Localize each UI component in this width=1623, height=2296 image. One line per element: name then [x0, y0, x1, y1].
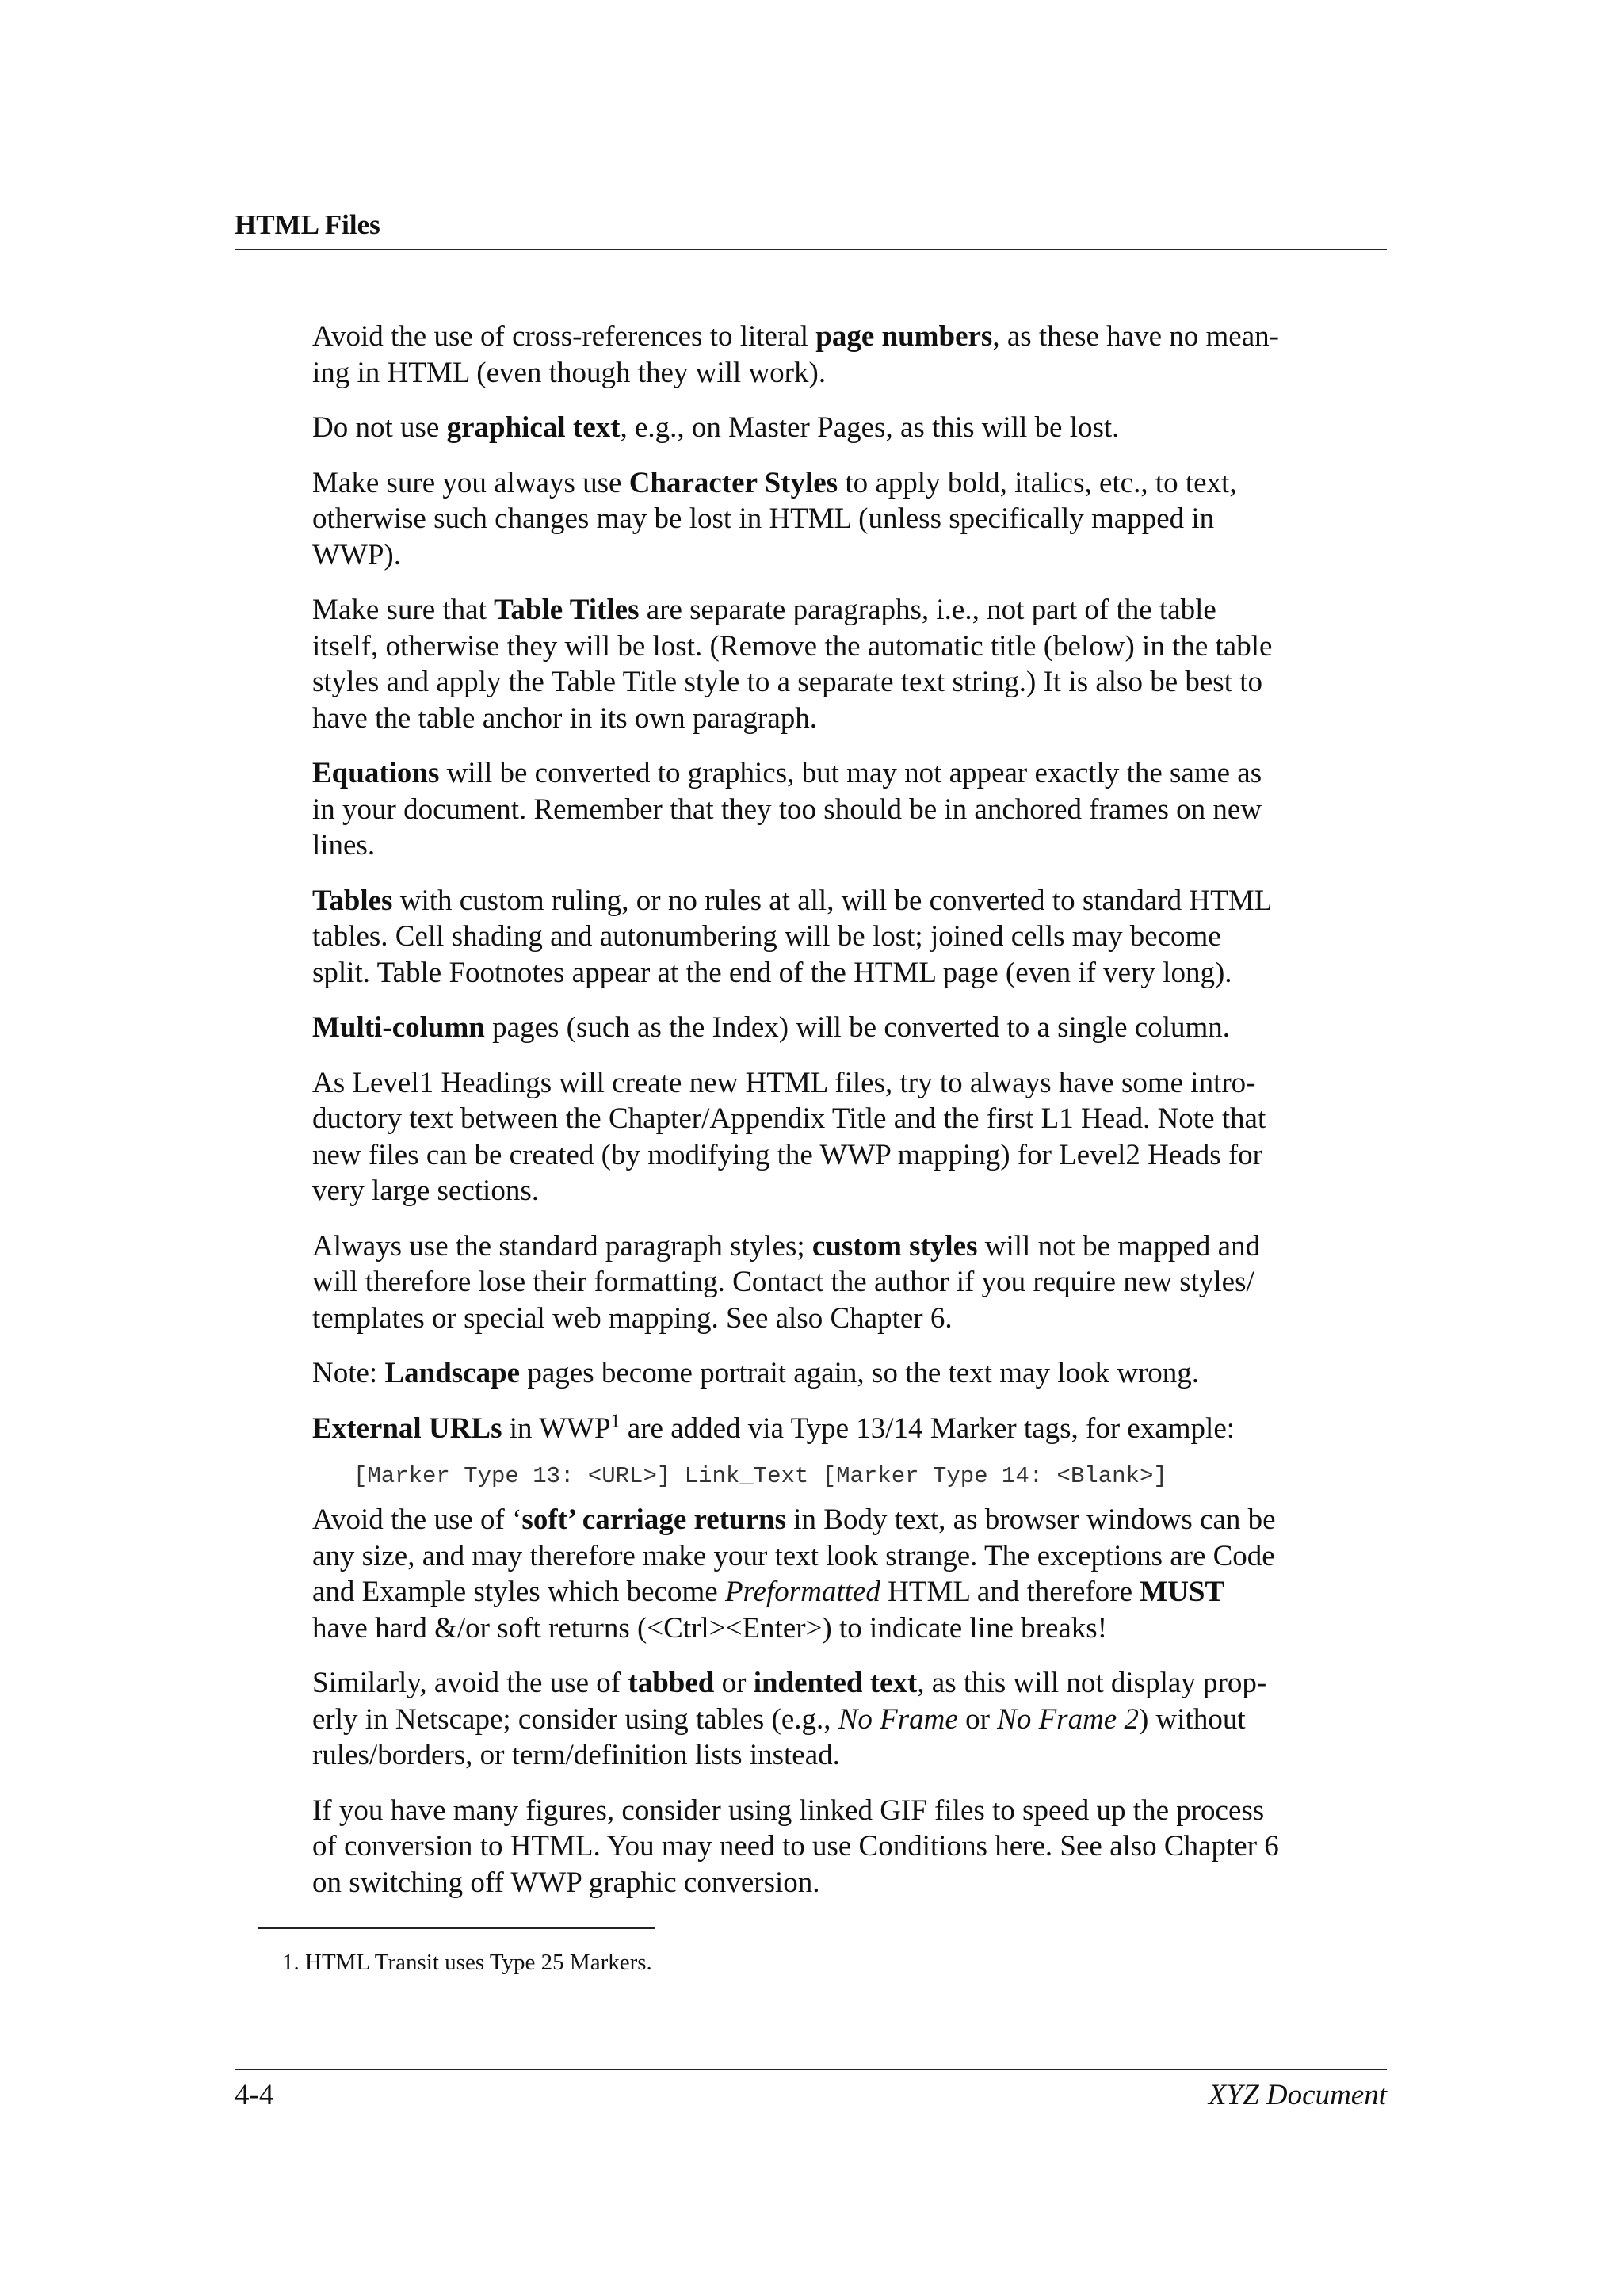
text-run: HTML and therefore	[880, 1576, 1140, 1608]
body-paragraph	[312, 319, 1327, 391]
bold-term: graphical text	[446, 411, 621, 444]
footnote-ref: 1	[610, 1411, 621, 1432]
document-title: XYZ Document	[1208, 2079, 1387, 2111]
bold-term: Tables	[312, 884, 393, 917]
code-example: [Marker Type 13: <URL>] Link_Text [Marker Type 14: <Blank>]	[353, 1463, 1167, 1489]
body-paragraph	[312, 410, 1327, 446]
body-paragraph	[312, 1065, 1327, 1209]
body-paragraph	[312, 1665, 1327, 1774]
text-run: , e.g., on Master Pages, as this will be lost.	[620, 411, 1120, 444]
footnote: 1. HTML Transit uses Type 25 Markers.	[282, 1950, 652, 1975]
body-paragraph	[312, 1793, 1327, 1901]
bold-term: custom styles	[812, 1229, 978, 1263]
text-run: Avoid the use of ‘	[312, 1503, 522, 1536]
body-paragraph	[312, 883, 1327, 991]
text-run: Make sure that	[312, 594, 495, 626]
page-number: 4-4	[235, 2079, 274, 2111]
text-run: in WWP	[502, 1412, 611, 1445]
text-run: pages become portrait again, so the text may look wrong.	[520, 1357, 1200, 1389]
text-run: ) without rules/borders, or term/definition lists instead.	[312, 1702, 1246, 1771]
bold-term: page numbers	[815, 320, 993, 353]
running-footer	[235, 2069, 1387, 2113]
body-paragraph	[312, 1502, 1327, 1646]
bold-term: MUST	[1140, 1576, 1225, 1608]
text-run: If you have many figures, consider using linked GIF files to speed up the process of conversion to HTML. You may need to use Conditions here. See also Chapter 6 on switching off WWP graphic conversion.	[312, 1794, 1279, 1899]
italic-term: No Frame	[838, 1702, 958, 1736]
body-paragraph	[312, 1411, 1327, 1447]
text-run: Make sure you always use	[312, 466, 629, 499]
text-run: , as this will not display prop- erly in Netscape; consider using tables (e.g.,	[312, 1667, 1267, 1736]
footnote-rule	[258, 1927, 655, 1929]
text-run: with custom ruling, or no rules at all, will be converted to standard HTML tables. Cell shading and autonumbering will be lost; joined cells may become split. Table Footnotes appear at the end of the HTML page (even if very long).	[312, 884, 1273, 989]
text-run: will be converted to graphics, but may not appear exactly the same as in your document. Remember that they too should be in anchored frames on new lines.	[312, 757, 1262, 861]
italic-term: No Frame 2	[997, 1702, 1139, 1736]
bold-term: indented text	[753, 1667, 918, 1699]
text-run: pages (such as the Index) will be converted to a single column.	[484, 1011, 1231, 1044]
running-header	[235, 208, 1387, 250]
text-run: Note:	[312, 1357, 385, 1389]
text-run: Similarly, avoid the use of	[312, 1667, 628, 1699]
text-run: will not be mapped and will therefore lose their formatting. Contact the author if you require new styles/ templates or special web mapping. See also Chapter 6.	[312, 1229, 1261, 1335]
text-run: Avoid the use of cross-references to literal	[312, 320, 816, 353]
text-run: in Body text, as browser windows can be any size, and may therefore make your text look strange. The exceptions are Code and Example styles which become	[312, 1503, 1276, 1608]
body-paragraph	[312, 1355, 1327, 1392]
text-run: or	[714, 1667, 754, 1699]
body-paragraph	[312, 1228, 1327, 1337]
text-run: Do not use	[312, 411, 447, 444]
body-paragraph	[312, 465, 1327, 574]
text-run: As Level1 Headings will create new HTML files, try to always have some intro- ductory text between the Chapter/Appendix Title and the first L1 Head. Note that new files can be created (by modifying the WWP mapping) for Level2 Heads for very large sections.	[312, 1066, 1266, 1207]
body-paragraph	[312, 755, 1327, 864]
text-run: are added via Type 13/14 Marker tags, for example:	[620, 1412, 1235, 1445]
body-paragraph	[312, 592, 1327, 736]
body-text	[312, 319, 1327, 1920]
bold-term: Character Styles	[628, 466, 838, 499]
bold-term: Table Titles	[494, 594, 640, 626]
bold-term: Multi-column	[312, 1011, 485, 1044]
bold-term: Landscape	[384, 1357, 521, 1389]
bold-term: External URLs	[312, 1412, 502, 1445]
header-title: HTML Files	[235, 209, 380, 240]
text-run: , as these have no mean- ing in HTML (even though they will work).	[312, 320, 1279, 389]
body-paragraph	[312, 1010, 1327, 1046]
text-run: are separate paragraphs, i.e., not part of the table itself, otherwise they will be lost. (Remove the automatic title (below) in the table styles and apply the Table Title style to a separate text string.) It is also be best to have the table anchor in its own paragraph.	[312, 594, 1273, 735]
text-run: have hard &/or soft returns (<Ctrl><Enter>) to indicate line breaks!	[312, 1611, 1108, 1645]
text-run: or	[957, 1702, 998, 1736]
text-run: Always use the standard paragraph styles;	[312, 1229, 812, 1263]
bold-term: tabbed	[628, 1667, 715, 1699]
italic-term: Preformatted	[724, 1576, 880, 1608]
text-run: to apply bold, italics, etc., to text, otherwise such changes may be lost in HTML (unless specifically mapped in WWP).	[312, 466, 1237, 571]
bold-term: Equations	[312, 757, 440, 789]
bold-term: soft’ carriage returns	[521, 1503, 786, 1536]
